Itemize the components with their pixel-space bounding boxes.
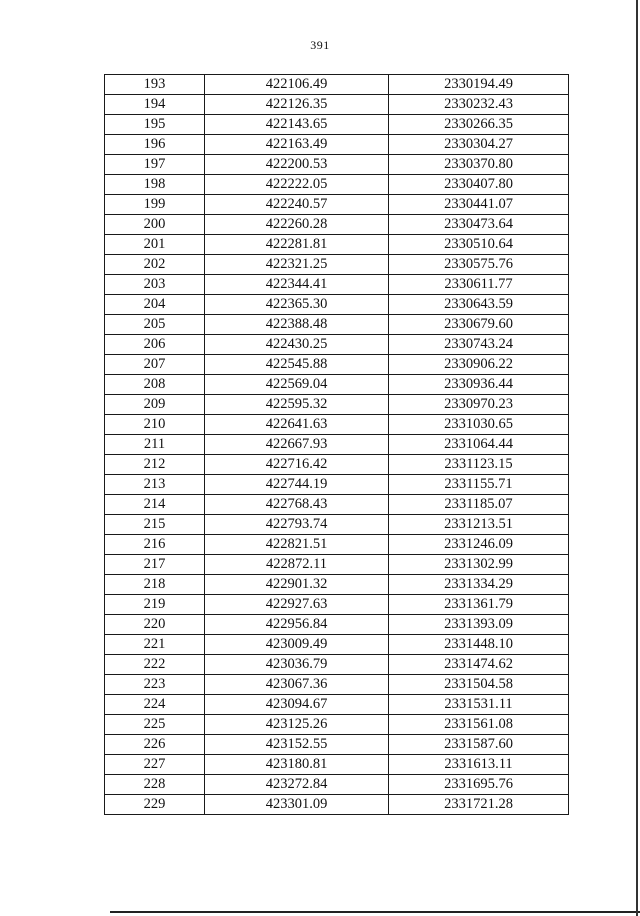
table-row — [105, 235, 569, 255]
y-coordinate-cell: 2330304.27 — [389, 135, 569, 155]
y-coordinate-cell: 2330906.22 — [389, 355, 569, 375]
x-coordinate-cell: 422641.63 — [205, 415, 389, 435]
point-number-cell: 225 — [105, 715, 205, 735]
y-coordinate-cell: 2330232.43 — [389, 95, 569, 115]
x-coordinate-cell: 423009.49 — [205, 635, 389, 655]
y-coordinate-cell: 2330441.07 — [389, 195, 569, 215]
x-coordinate-cell: 422126.35 — [205, 95, 389, 115]
x-coordinate-cell: 422768.43 — [205, 495, 389, 515]
point-number-cell: 195 — [105, 115, 205, 135]
table-row — [105, 615, 569, 635]
page-number: 391 — [310, 38, 330, 52]
y-coordinate-cell: 2331155.71 — [389, 475, 569, 495]
point-number-cell: 211 — [105, 435, 205, 455]
y-coordinate-cell: 2330194.49 — [389, 75, 569, 95]
table-row — [105, 435, 569, 455]
table-row — [105, 475, 569, 495]
x-coordinate-cell: 422595.32 — [205, 395, 389, 415]
y-coordinate-cell: 2331504.58 — [389, 675, 569, 695]
table-row — [105, 275, 569, 295]
y-coordinate-cell: 2330510.64 — [389, 235, 569, 255]
table-row — [105, 95, 569, 115]
point-number-cell: 229 — [105, 795, 205, 815]
y-coordinate-cell: 2330266.35 — [389, 115, 569, 135]
point-number-cell: 206 — [105, 335, 205, 355]
table-row — [105, 335, 569, 355]
point-number-cell: 199 — [105, 195, 205, 215]
y-coordinate-cell: 2331334.29 — [389, 575, 569, 595]
point-number-cell: 208 — [105, 375, 205, 395]
x-coordinate-cell: 422901.32 — [205, 575, 389, 595]
x-coordinate-cell: 422716.42 — [205, 455, 389, 475]
table-row — [105, 595, 569, 615]
x-coordinate-cell: 422569.04 — [205, 375, 389, 395]
table-row — [105, 675, 569, 695]
table-row — [105, 195, 569, 215]
table-row — [105, 795, 569, 815]
table-row — [105, 555, 569, 575]
point-number-cell: 218 — [105, 575, 205, 595]
y-coordinate-cell: 2330473.64 — [389, 215, 569, 235]
table-row — [105, 255, 569, 275]
y-coordinate-cell: 2331302.99 — [389, 555, 569, 575]
point-number-cell: 214 — [105, 495, 205, 515]
point-number-cell: 207 — [105, 355, 205, 375]
point-number-cell: 210 — [105, 415, 205, 435]
table-row — [105, 575, 569, 595]
point-number-cell: 205 — [105, 315, 205, 335]
x-coordinate-cell: 422200.53 — [205, 155, 389, 175]
table-row — [105, 395, 569, 415]
table-row — [105, 715, 569, 735]
coordinate-table — [104, 74, 569, 815]
table-row — [105, 355, 569, 375]
point-number-cell: 193 — [105, 75, 205, 95]
point-number-cell: 226 — [105, 735, 205, 755]
table-row — [105, 375, 569, 395]
x-coordinate-cell: 422545.88 — [205, 355, 389, 375]
table-row — [105, 495, 569, 515]
x-coordinate-cell: 422281.81 — [205, 235, 389, 255]
y-coordinate-cell: 2330679.60 — [389, 315, 569, 335]
point-number-cell: 196 — [105, 135, 205, 155]
y-coordinate-cell: 2331393.09 — [389, 615, 569, 635]
table-row — [105, 75, 569, 95]
table-row — [105, 515, 569, 535]
point-number-cell: 223 — [105, 675, 205, 695]
point-number-cell: 216 — [105, 535, 205, 555]
y-coordinate-cell: 2331213.51 — [389, 515, 569, 535]
table-row — [105, 755, 569, 775]
table-row — [105, 535, 569, 555]
x-coordinate-cell: 422260.28 — [205, 215, 389, 235]
x-coordinate-cell: 423180.81 — [205, 755, 389, 775]
x-coordinate-cell: 423036.79 — [205, 655, 389, 675]
x-coordinate-cell: 422872.11 — [205, 555, 389, 575]
x-coordinate-cell: 422388.48 — [205, 315, 389, 335]
table-row — [105, 215, 569, 235]
point-number-cell: 209 — [105, 395, 205, 415]
x-coordinate-cell: 422106.49 — [205, 75, 389, 95]
y-coordinate-cell: 2330936.44 — [389, 375, 569, 395]
point-number-cell: 197 — [105, 155, 205, 175]
x-coordinate-cell: 422321.25 — [205, 255, 389, 275]
point-number-cell: 215 — [105, 515, 205, 535]
x-coordinate-cell: 423301.09 — [205, 795, 389, 815]
x-coordinate-cell: 422430.25 — [205, 335, 389, 355]
x-coordinate-cell: 422667.93 — [205, 435, 389, 455]
y-coordinate-cell: 2330370.80 — [389, 155, 569, 175]
point-number-cell: 212 — [105, 455, 205, 475]
x-coordinate-cell: 422744.19 — [205, 475, 389, 495]
y-coordinate-cell: 2331531.11 — [389, 695, 569, 715]
y-coordinate-cell: 2331721.28 — [389, 795, 569, 815]
point-number-cell: 203 — [105, 275, 205, 295]
table-row — [105, 155, 569, 175]
point-number-cell: 228 — [105, 775, 205, 795]
y-coordinate-cell: 2330611.77 — [389, 275, 569, 295]
y-coordinate-cell: 2331123.15 — [389, 455, 569, 475]
table-row — [105, 635, 569, 655]
y-coordinate-cell: 2331474.62 — [389, 655, 569, 675]
x-coordinate-cell: 422927.63 — [205, 595, 389, 615]
point-number-cell: 201 — [105, 235, 205, 255]
x-coordinate-cell: 423125.26 — [205, 715, 389, 735]
point-number-cell: 213 — [105, 475, 205, 495]
y-coordinate-cell: 2331561.08 — [389, 715, 569, 735]
y-coordinate-cell: 2331030.65 — [389, 415, 569, 435]
table-row — [105, 135, 569, 155]
x-coordinate-cell: 422365.30 — [205, 295, 389, 315]
point-number-cell: 227 — [105, 755, 205, 775]
point-number-cell: 202 — [105, 255, 205, 275]
point-number-cell: 222 — [105, 655, 205, 675]
point-number-cell: 204 — [105, 295, 205, 315]
table-row — [105, 175, 569, 195]
y-coordinate-cell: 2331695.76 — [389, 775, 569, 795]
x-coordinate-cell: 423067.36 — [205, 675, 389, 695]
x-coordinate-cell: 422344.41 — [205, 275, 389, 295]
x-coordinate-cell: 422143.65 — [205, 115, 389, 135]
point-number-cell: 224 — [105, 695, 205, 715]
table-row — [105, 295, 569, 315]
point-number-cell: 217 — [105, 555, 205, 575]
x-coordinate-cell: 422240.57 — [205, 195, 389, 215]
right-edge-line — [636, 0, 638, 916]
point-number-cell: 221 — [105, 635, 205, 655]
point-number-cell: 220 — [105, 615, 205, 635]
y-coordinate-cell: 2330970.23 — [389, 395, 569, 415]
x-coordinate-cell: 422821.51 — [205, 535, 389, 555]
x-coordinate-cell: 422163.49 — [205, 135, 389, 155]
table-body — [105, 75, 569, 815]
x-coordinate-cell: 422793.74 — [205, 515, 389, 535]
y-coordinate-cell: 2331587.60 — [389, 735, 569, 755]
y-coordinate-cell: 2330743.24 — [389, 335, 569, 355]
y-coordinate-cell: 2331613.11 — [389, 755, 569, 775]
x-coordinate-cell: 423272.84 — [205, 775, 389, 795]
table-row — [105, 115, 569, 135]
x-coordinate-cell: 423152.55 — [205, 735, 389, 755]
table-row — [105, 415, 569, 435]
point-number-cell: 198 — [105, 175, 205, 195]
y-coordinate-cell: 2330643.59 — [389, 295, 569, 315]
point-number-cell: 219 — [105, 595, 205, 615]
x-coordinate-cell: 422956.84 — [205, 615, 389, 635]
table-row — [105, 775, 569, 795]
y-coordinate-cell: 2331064.44 — [389, 435, 569, 455]
point-number-cell: 194 — [105, 95, 205, 115]
table-row — [105, 315, 569, 335]
x-coordinate-cell: 422222.05 — [205, 175, 389, 195]
y-coordinate-cell: 2331448.10 — [389, 635, 569, 655]
y-coordinate-cell: 2331246.09 — [389, 535, 569, 555]
table-row — [105, 655, 569, 675]
y-coordinate-cell: 2330575.76 — [389, 255, 569, 275]
table-row — [105, 735, 569, 755]
x-coordinate-cell: 423094.67 — [205, 695, 389, 715]
y-coordinate-cell: 2330407.80 — [389, 175, 569, 195]
table-row — [105, 695, 569, 715]
table-row — [105, 455, 569, 475]
bottom-edge-line — [110, 911, 640, 913]
y-coordinate-cell: 2331185.07 — [389, 495, 569, 515]
point-number-cell: 200 — [105, 215, 205, 235]
y-coordinate-cell: 2331361.79 — [389, 595, 569, 615]
